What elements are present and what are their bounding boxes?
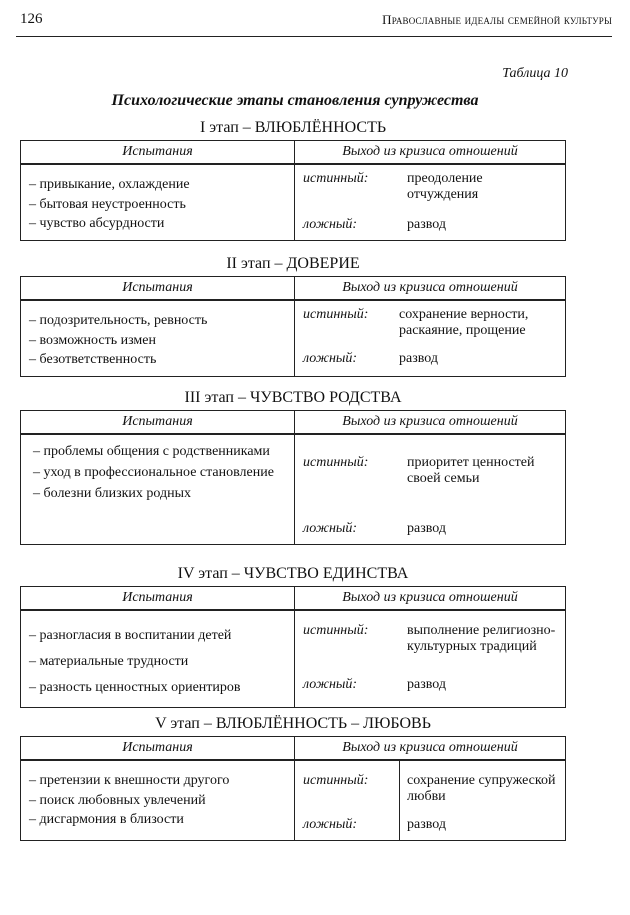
stage-5 (20, 712, 566, 841)
trials-header: Испытания (21, 587, 295, 611)
true-outcome-label: истинный: (303, 623, 369, 638)
trial-item: – чувство абсурдности (29, 216, 165, 231)
trials-header: Испытания (21, 737, 295, 761)
false-outcome-text: развод (399, 351, 438, 366)
page-number: 126 (20, 11, 43, 27)
trial-item: – привыкание, охлаждение (29, 177, 190, 192)
false-outcome-label: ложный: (303, 217, 358, 232)
stage-title: III этап – ЧУВСТВО РОДСТВА (184, 389, 402, 406)
true-outcome-text: выполнение религиозно-культурных традиций (407, 623, 556, 654)
trials-header: Испытания (21, 411, 295, 435)
table-title: Психологические этапы становления супружества (111, 92, 479, 109)
stage-title: II этап – ДОВЕРИЕ (226, 255, 360, 272)
false-outcome-text: развод (407, 817, 446, 832)
stage-table (20, 140, 566, 241)
trial-item: – разность ценностных ориентиров (29, 680, 241, 695)
trial-item: – разногласия в воспитании детей (29, 628, 232, 643)
trial-item: – поиск любовных увлечений (29, 792, 206, 808)
true-outcome-text: сохранение верности, раскаяние, прощение (399, 307, 529, 338)
true-outcome-label: истинный: (303, 307, 369, 322)
table-label: Таблица 10 (502, 66, 568, 81)
stage-1 (20, 116, 566, 241)
outcome-header: Выход из кризиса отношений (295, 587, 566, 611)
trial-item: – безответственность (29, 352, 157, 367)
false-outcome-label: ложный: (303, 351, 358, 366)
true-outcome-text: приоритет ценностей своей семьи (407, 455, 535, 486)
outcome-header: Выход из кризиса отношений (295, 411, 566, 435)
trial-item: – уход в профессиональное становление (33, 465, 274, 480)
stage-title: I этап – ВЛЮБЛЁННОСТЬ (199, 119, 387, 136)
stage-table (20, 276, 566, 377)
trial-item: – материальные трудности (29, 654, 189, 669)
trial-item: – болезни близких родных (33, 486, 192, 501)
false-outcome-label: ложный: (303, 817, 358, 832)
outcome-header: Выход из кризиса отношений (295, 141, 566, 165)
stage-title: V этап – ВЛЮБЛЁННОСТЬ – ЛЮБОВЬ (155, 715, 431, 732)
stage-3 (20, 386, 566, 545)
stage-table (20, 736, 566, 841)
trials-header: Испытания (21, 141, 295, 165)
false-outcome-text: развод (407, 677, 446, 692)
trial-item: – дисгармония в близости (29, 812, 184, 827)
trial-item: – подозрительность, ревность (29, 313, 208, 328)
false-outcome-label: ложный: (303, 677, 358, 692)
true-outcome-label: истинный: (303, 171, 369, 186)
false-outcome-text: развод (407, 217, 446, 232)
running-title: Православные идеалы семейной культуры (382, 12, 612, 27)
inner-divider (399, 761, 400, 840)
stage-title: IV этап – ЧУВСТВО ЕДИНСТВА (177, 565, 409, 582)
stage-table (20, 586, 566, 708)
true-outcome-label: истинный: (303, 455, 369, 470)
true-outcome-text: преодоление отчуждения (407, 171, 483, 202)
stage-2 (20, 252, 566, 377)
stage-4 (20, 562, 566, 708)
false-outcome-text: развод (407, 521, 446, 536)
outcome-header: Выход из кризиса отношений (295, 277, 566, 301)
stage-table (20, 410, 566, 545)
trial-item: – претензии к внешности другого (29, 773, 230, 788)
true-outcome-text: сохранение супружеской любви (407, 773, 556, 804)
outcome-header: Выход из кризиса отношений (295, 737, 566, 761)
trials-header: Испытания (21, 277, 295, 301)
trial-item: – бытовая неустроенность (29, 196, 186, 212)
trial-item: – проблемы общения с родственниками (33, 444, 270, 459)
page-header (16, 8, 612, 37)
false-outcome-label: ложный: (303, 521, 358, 536)
trial-item: – возможность измен (29, 332, 156, 348)
true-outcome-label: истинный: (303, 773, 369, 788)
